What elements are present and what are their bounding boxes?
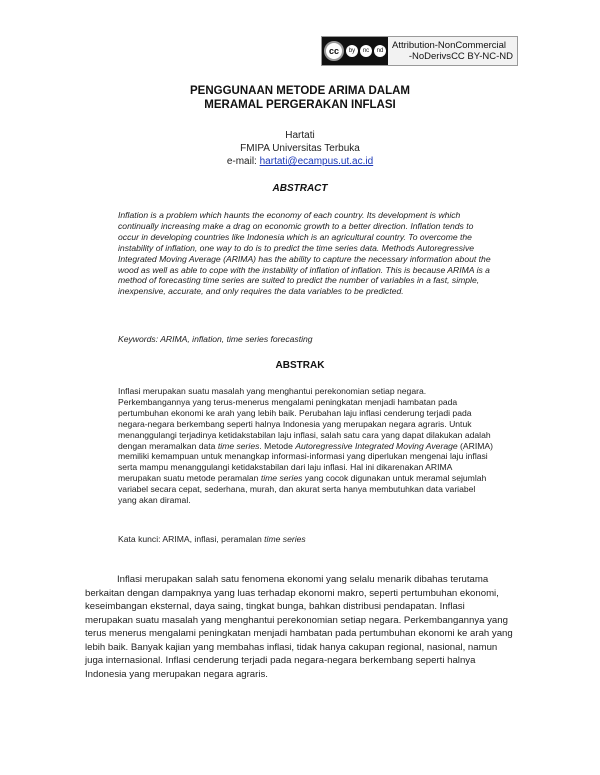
author-name: Hartati <box>285 130 315 141</box>
title-line1: PENGGUNAAN METODE ARIMA DALAM <box>190 85 410 97</box>
nc-icon: nc <box>360 45 372 57</box>
kata-kunci <box>118 534 496 545</box>
abstrak-italic3: time series <box>260 473 303 484</box>
abstrak-part3: (ARIMA) memiliki kemampuan untuk menangkap informasi-informasi yang diperlukan mengenai laju inflasi serta mampu menanggulangi ketidakstabilan dari laju inflasi. Hal ini dikarenakan ARIMA merupakan suatu metode peramalan <box>118 440 493 484</box>
email-link[interactable]: hartati@ecampus.ut.ac.id <box>259 156 374 167</box>
katakunci-italic: time series <box>264 534 306 544</box>
license-code: CC BY-NC-ND <box>451 51 513 62</box>
abstrak-part1: Inflasi merupakan suatu masalah yang menghantui perekonomian setiap negara. Perkembangannya yang terus-menerus mengalami peningkatan menjadi hambatan pada pertumbuhan ekonomi ke arah yang lebih baik. Perubahan laju inflasi cenderung terjadi pada negara-negara berkembang seperti halnya Indonesia yang merupakan negara agraris. Untuk menanggulangi terjadinya ketidakstabilan laju inflasi, salah satu cara yang dapat dilakukan adalah dengan meramalkan data <box>118 386 491 451</box>
license-label-line1: Attribution-NonCommercial <box>392 40 507 51</box>
abstrak-italic1: time series <box>217 440 260 451</box>
keywords: Keywords: ARIMA, inflation, time series forecasting <box>118 334 313 344</box>
abstrak-part4: yang cocok digunakan untuk meramal sejumlah variabel secara cepat, sederhana, murah, dan akurat serta hanya membutuhkan data variabel yang akan diramal. <box>118 473 487 506</box>
paper-title <box>0 84 600 112</box>
abstract-heading: ABSTRACT <box>272 183 328 194</box>
abstrak-italic2: Autoregressive Integrated Moving Average <box>295 440 458 451</box>
email-label: e-mail: <box>226 156 257 167</box>
nd-icon: nd <box>374 45 386 57</box>
license-text <box>388 37 517 65</box>
katakunci-prefix: Kata kunci: ARIMA, inflasi, peramalan <box>118 534 265 544</box>
title-line2: MERAMAL PERGERAKAN INFLASI <box>204 99 396 111</box>
cc-logo <box>322 37 388 65</box>
by-icon: by <box>346 45 358 57</box>
author-email-line <box>0 155 600 168</box>
abstrak-heading: ABSTRAK <box>275 360 325 371</box>
cc-license-badge[interactable] <box>321 36 518 66</box>
abstrak-part2: . Metode <box>259 440 296 451</box>
abstract-text: Inflation is a problem which haunts the economy of each country. Its development is which continually increasing make a drag on economic growth to a better direction. Inflation tends to occur in developing countries like Indonesia which is an agricultural country. To overcome the instability of inflation, one way to do is to predict the time series data. Methods Autoregressive Integrated Moving Average (ARIMA) has the ability to capture the necessary information about the wood as well as able to cope with the instability of inflation of inflation. This is because ARIMA is a method of forecasting time series are suited to predict the number of variables in a fast, simple, inexpensive, accurate, and only requires the data variables to be predicted. <box>118 210 491 297</box>
license-label-noderivs: -NoDerivs <box>408 51 452 62</box>
license-label-line2 <box>392 51 517 62</box>
abstrak-text <box>118 386 496 506</box>
author-affiliation: FMIPA Universitas Terbuka <box>240 143 360 154</box>
body-paragraph-1 <box>85 573 515 681</box>
body-paragraph-text: Inflasi merupakan salah satu fenomena ekonomi yang selalu menarik dibahas terutama berkaitan dengan dampaknya yang luas terhadap ekonomi makro, seperti pertumbuhan ekonomi, keseimbangan eksternal, daya saing, tingkat bunga, bahkan distribusi pendapatan. Inflasi merupakan suatu masalah yang menghantui perekonomian setiap negara. Perkembangannya yang terus menerus mengalami peningkatan menjadi hambatan pada pertumbuhan ekonomi ke arah yang lebih baik. Banyak kajian yang membahas inflasi, tidak hanya cakupan regional, nasional, namun juga internasional. Inflasi cenderung terjadi pada negara-negara berkembang seperti halnya Indonesia yang merupakan negara agraris. <box>85 574 513 680</box>
cc-icon: cc <box>324 41 344 61</box>
